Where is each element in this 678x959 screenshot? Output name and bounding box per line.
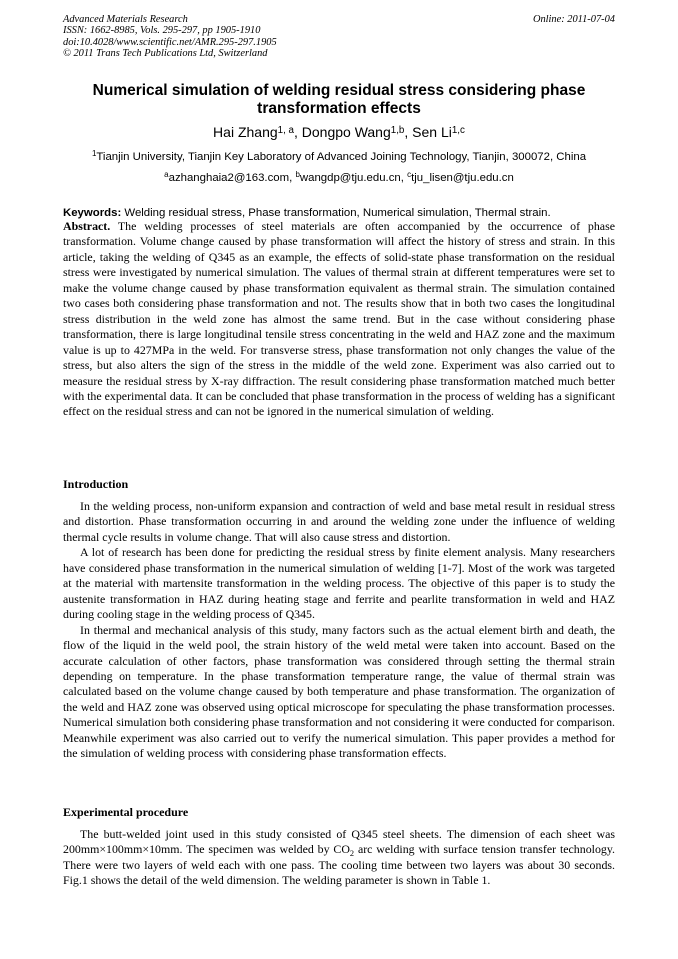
doi-line[interactable]: doi:10.4028/www.scientific.net/AMR.295-297.1905 (63, 36, 277, 48)
author-name: Sen Li (412, 124, 452, 140)
keywords (63, 206, 615, 220)
affiliation (63, 150, 615, 164)
abstract-text: The welding processes of steel materials are often accompanied by the occurrence of phase transformation. Volume change caused by phase transformation will affect the history of stress and strain. In this article, taking the welding of Q345 as an example, the effects of solid-state phase transformation on the residual stress were investigated by numerical simulation. The values of thermal strain at different temperatures were set to make the volume change caused by phase transformation equivalent as thermal strain. The simulation contained two cases both considering phase transformation and not. The results show that in both two cases the longitudinal stress distribution in the weld zone has almost the same trend. But in the case without considering phase transformation, there is large longitudinal tensile stress concentrating in the weld and HAZ zone and the maximum value is up to 427MPa in the weld. For transverse stress, phase transformation not only changes the value of the stress, but also alters the sign of the stress in the middle of the weld zone. Experiment was also carried out to measure the residual stress by X-ray diffraction. The result considering phase transformation matched much better with the experimental data. It can be concluded that phase transformation in the process of welding has a significant effect on the residual stress and can not be ignored in the numerical simulation of welding. (63, 219, 615, 419)
journal-header (63, 14, 615, 59)
experimental-section (63, 827, 615, 889)
paragraph: A lot of research has been done for predicting the residual stress by finite element analysis. Many researchers have considered phase transformation in the numerical simulation of welding [1-7]. Most of the work was targeted at the material with martensite transformation in the welding process. The objective of this paper is to study the austenite transformation in HAZ during heating stage and ferrite and pearlite transformation in weld and HAZ during cooling stage in the welding process of Q345. (63, 545, 615, 622)
introduction-section (63, 499, 615, 762)
abstract-label: Abstract. (63, 219, 111, 233)
issn-line: ISSN: 1662-8985, Vols. 295-297, pp 1905-1910 (63, 25, 261, 37)
subscript: 2 (349, 848, 355, 858)
affiliation-text: Tianjin University, Tianjin Key Laboratory of Advanced Joining Technology, Tianjin, 300072, China (96, 151, 587, 163)
introduction-heading: Introduction (63, 477, 129, 491)
online-date: Online: 2011-07-04 (532, 14, 615, 25)
paragraph: In the welding process, non-uniform expansion and contraction of weld and base metal result in residual stress and distortion. Phase transformation occurring in and around the welding zone under the influence of welding thermal cycle results in volume change. That will also cause stress and distortion. (63, 499, 615, 544)
journal-name: Advanced Materials Research (63, 14, 188, 25)
email-mark: c (407, 170, 412, 180)
keywords-text: Welding residual stress, Phase transformation, Numerical simulation, Thermal strain. (121, 207, 551, 219)
paragraph-text: arc welding with surface tension transfer technology. There were two layers of weld each with one pass. The cooling time between two layers was about 30 seconds. Fig.1 shows the detail of the weld dimension. The welding parameter is shown in Table 1. (63, 842, 615, 888)
paragraph (63, 827, 615, 889)
paragraph: In thermal and mechanical analysis of this study, many factors such as the actual element birth and death, the flow of the liquid in the weld pool, the strain history of the weld metal were taken into account. Based on the accurate calculation of other factors, phase transformation was considered through setting the thermal strain depending on temperature. In the phase transformation temperature range, the value of thermal strain was calculated based on the volume change caused by both temperature and phase transformation. The organization of the weld and HAZ zone was observed using optical microscope for speculating the phase transformation processes. Numerical simulation both considering phase transformation and not considering it were conducted for comparison. Meanwhile experiment was also carried out to verify the numerical simulation. This paper provides a method for the simulation of welding process with considering phase transformation effects. (63, 622, 615, 761)
author-affiliation-mark: 1, a (277, 124, 294, 136)
author-name: Hai Zhang (213, 124, 278, 140)
paper-title: Numerical simulation of welding residual stress considering phase transformation effects (92, 82, 586, 117)
author-list: Hai Zhang$^{1, a}$, Dongpo Wang$^{1,b}$, Sen Li$^{1,c}$ (213, 124, 465, 140)
abstract (63, 219, 615, 420)
author-name: Dongpo Wang (301, 124, 391, 140)
paragraph-text: The butt-welded joint used in this study consisted of Q345 steel sheets. The dimension of each sheet was 200mm×100mm×10mm. The specimen was welded by CO (63, 827, 615, 857)
copyright-line: © 2011 Trans Tech Publications Ltd, Switzerland (63, 47, 268, 59)
author-affiliation-mark: 1,b (390, 124, 405, 136)
email-address[interactable]: wangdp@tju.edu.cn (299, 172, 401, 184)
email-address[interactable]: tju_lisen@tju.edu.cn (411, 172, 514, 184)
email-address[interactable]: azhanghaia2@163.com (168, 172, 290, 184)
affiliation-mark: 1 (91, 149, 97, 159)
experimental-heading: Experimental procedure (63, 805, 189, 819)
email-mark: b (295, 170, 300, 180)
email-list: $^a$azhanghaia2@163.com, $^b$wangdp@tju.edu.cn, $^c$tju_lisen@tju.edu.cn (164, 170, 514, 184)
keywords-label: Keywords: (63, 207, 122, 219)
author-affiliation-mark: 1,c (451, 124, 465, 136)
email-mark: a (164, 170, 169, 180)
